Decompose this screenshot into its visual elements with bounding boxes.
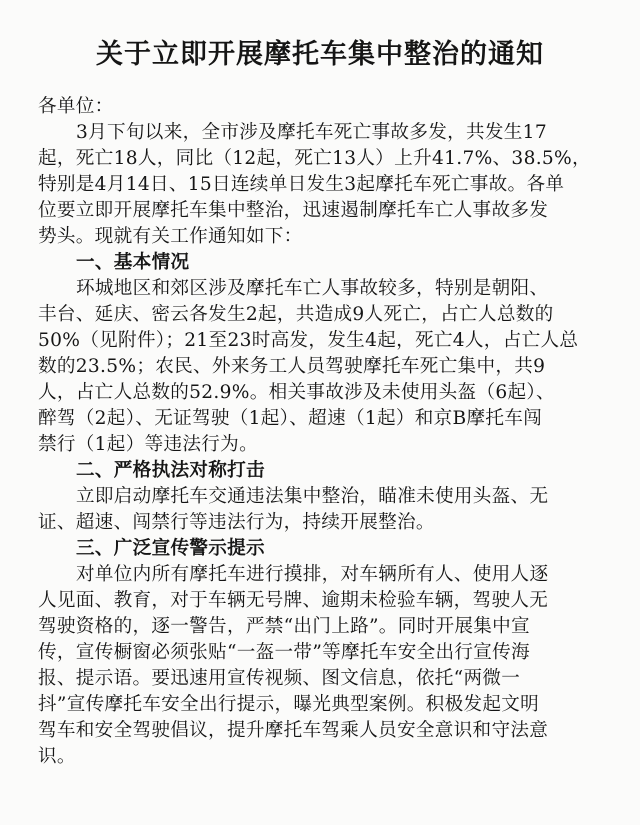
paragraph-line: 位要立即开展摩托车集中整治，迅速遏制摩托车亡人事故多发 (38, 200, 549, 221)
paragraph-line: 证、超速、闯禁行等违法行为，持续开展整治。 (38, 512, 435, 533)
paragraph-line: 醉驾（2起）、无证驾驶（1起）、超速（1起）和京B摩托车闯 (38, 408, 543, 429)
section-heading-1: 一、基本情况 (76, 252, 190, 273)
paragraph-line: 驾车和安全驾驶倡议，提升摩托车驾乘人员安全意识和守法意 (38, 720, 549, 741)
paragraph-line: 特别是4月14日、15日连续单日发生3起摩托车死亡事故。各单 (38, 174, 565, 195)
paragraph-line: 识。 (38, 746, 76, 767)
paragraph-line: 人见面、教育，对于车辆无号牌、逾期未检验车辆，驾驶人无 (38, 590, 549, 611)
paragraph-line: 抖”宣传摩托车安全出行提示，曝光典型案例。积极发起文明 (38, 694, 540, 715)
paragraph-line: 数的23.5%；农民、外来务工人员驾驶摩托车死亡集中，共9 (38, 356, 546, 377)
document-title: 关于立即开展摩托车集中整治的通知 (96, 39, 544, 70)
paragraph-line: 报、提示语。要迅速用宣传视频、图文信息，依托“两微一 (38, 668, 521, 689)
paragraph-line: 势头。现就有关工作通知如下： (38, 226, 303, 247)
paragraph-line: 立即启动摩托车交通违法集中整治，瞄准未使用头盔、无 (76, 486, 549, 507)
paragraph-line: 3月下旬以来，全市涉及摩托车死亡事故多发，共发生17 (76, 122, 547, 143)
paragraph-line: 环城地区和郊区涉及摩托车亡人事故较多，特别是朝阳、 (76, 278, 549, 299)
paragraph-line: 传，宣传橱窗必须张贴“一盔一带”等摩托车安全出行宣传海 (38, 642, 530, 663)
paragraph-line: 起，死亡18人，同比（12起，死亡13人）上升41.7%、38.5%， (38, 148, 591, 169)
paragraph-line: 驾驶资格的，逐一警告，严禁“出门上路”。同时开展集中宣 (38, 616, 530, 637)
paragraph-line: 人，占亡人总数的52.9%。相关事故涉及未使用头盔（6起）、 (38, 382, 555, 403)
section-heading-3: 三、广泛宣传警示提示 (76, 538, 265, 559)
paragraph-line: 对单位内所有摩托车进行摸排，对车辆所有人、使用人逐 (76, 564, 549, 585)
paragraph-line: 丰台、延庆、密云各发生2起，共造成9人死亡，占亡人总数的 (38, 304, 554, 325)
section-heading-2: 二、严格执法对称打击 (76, 460, 265, 481)
paragraph-line: 禁行（1起）等违法行为。 (38, 434, 258, 455)
salutation: 各单位： (38, 96, 114, 117)
paragraph-line: 50%（见附件）；21至23时高发，发生4起，死亡4人，占亡人总 (38, 330, 579, 351)
